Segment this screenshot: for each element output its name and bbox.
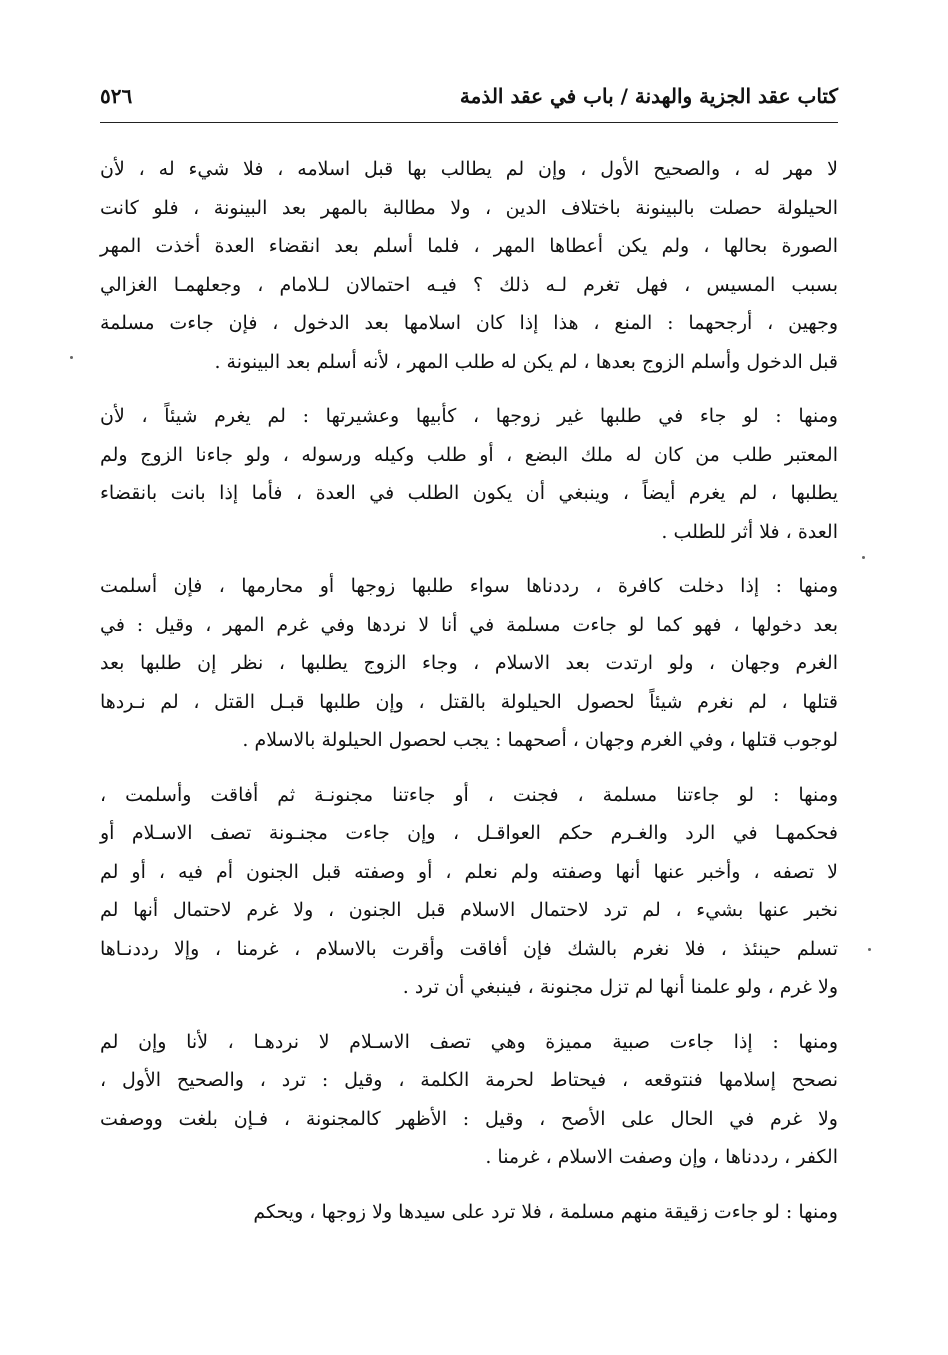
paragraph [100,1193,838,1232]
running-header [100,78,838,118]
text-line: المعتبر طلب من كان له ملك البضع ، أو طلب وكيله ورسوله ، ولو جاءنا الزوج ولم [100,443,838,466]
text-line: الكفر ، رددناها ، وإن وصفت الاسلام ، غرمنا . [485,1146,838,1168]
body-text [100,150,838,1247]
text-line: العدة ، فلا أثر للطلب . [661,520,838,543]
header-title: كتاب عقد الجزية والهدنة / باب في عقد الذمة [459,84,838,108]
text-line: قبل الدخول وأسلم الزوج بعدها ، لم يكن له طلب المهر ، لأنه أسلم بعد البينونة . [214,350,838,373]
paragraph [100,776,838,1007]
paragraph [100,567,838,760]
text-line: نخبر عنها بشيء ، لم ترد لاحتمال الاسلام قبل الجنون ، ولا غرم لاحتمال أنها لم [100,899,838,921]
text-line: بسبب المسيس ، فهل تغرم لـه ذلك ؟ فيـه احتمالان لـلامام ، وجعلهمـا الغزالي [100,273,838,296]
text-line: الغرم وجهان ، ولو ارتدت بعد الاسلام ، وجاء الزوج يطلبها ، نظر إن طلبها بعد [100,652,838,674]
text-line: الحيلولة حصلت بالبينونة باختلاف الدين ، ولا مطالبة بالمهر بعد البينونة ، فلو كانت [100,196,838,219]
text-line: ومنها : لو جاءت زقيقة منهم مسلمة ، فلا ترد على سيدها ولا زوجها ، ويحكم [253,1200,838,1223]
text-line: قتلها ، لم نغرم شيئاً لحصول الحيلولة بالقتل ، وإن طلبها قبـل القتل ، لم نـردها [100,690,838,713]
text-line: الصورة بحالها ، ولم يكن أعطاها المهر ، فلما أسلم بعد انقضاء العدة أخذت المهر [100,235,838,257]
text-line: ومنها : لو جاءتنا مسلمة ، فجنت ، أو جاءتنا مجنونـة ثم أفاقت وأسلمت ، [100,783,838,806]
paragraph [100,150,838,381]
text-line: لوجوب قتلها ، وفي الغرم وجهان ، أصحهما : يجب لحصول الحيلولة بالاسلام . [242,729,838,751]
scan-speck [868,948,871,951]
text-line: ولا غرم ، ولو علمنا أنها لم تزل مجنونة ، فينبغي أن ترد . [402,976,838,998]
text-line: ومنها : إذا دخلت كافرة ، رددناها سواء طلبها زوجها أو محارمها ، فإن أسلمت [100,575,838,597]
paragraph [100,397,838,551]
text-line: لا تصفه ، وأخبر عنها أنها وصفته ولم نعلم ، أو وصفته قبل الجنون أم فيه ، أو لم [100,860,838,883]
text-line: بعد دخولها ، فهو كما لو جاءت مسلمة في أنا لا نردها وفي غرم المهر ، وقيل : في [100,613,838,636]
text-line: فحكمهـا في الرد والغـرم حكم العواقـل ، وإن جاءت مجنـونة تصف الاسـلام أو [100,822,838,844]
text-line: تسلم حينئذ ، فلا نغرم بالشك فإن أفاقت وأقرت بالاسلام ، غرمنا ، وإلا رددنـاها [100,937,838,960]
text-line: نصحح إسلامها فنتوقعه ، فيحتاط لحرمة الكلمة ، وقيل : ترد ، والصحيح الأول ، [100,1069,838,1091]
page-number: ٥٢٦ [100,84,133,108]
paragraph [100,1023,838,1177]
text-line: ولا غرم في الحال على الأصح ، وقيل : الأظهر كالمجنونة ، فـإن بلغت ووصفت [100,1107,838,1130]
text-line: وجهين ، أرجحهما : المنع ، هذا إذا كان اسلامها بعد الدخول ، فإن جاءت مسلمة [100,312,838,334]
text-line: ومنها : لو جاء في طلبها غير زوجها ، كأبيها وعشيرتها : لم يغرم شيئاً ، لأن [100,405,838,427]
text-line: لا مهر له ، والصحيح الأول ، وإن لم يطالب بها قبل اسلامه ، فلا شيء له ، لأن [100,158,839,180]
scan-speck [862,556,865,559]
text-line: يطلبها ، لم يغرم أيضاً ، وينبغي أن يكون الطلب في العدة ، فأما إذا بانت بانقضاء [100,482,838,504]
header-rule [100,122,838,123]
scan-speck [70,356,73,359]
text-line: ومنها : إذا جاءت صبية مميزة وهي تصف الاسـلام لا نردهـا ، لأنا وإن لم [100,1030,838,1053]
